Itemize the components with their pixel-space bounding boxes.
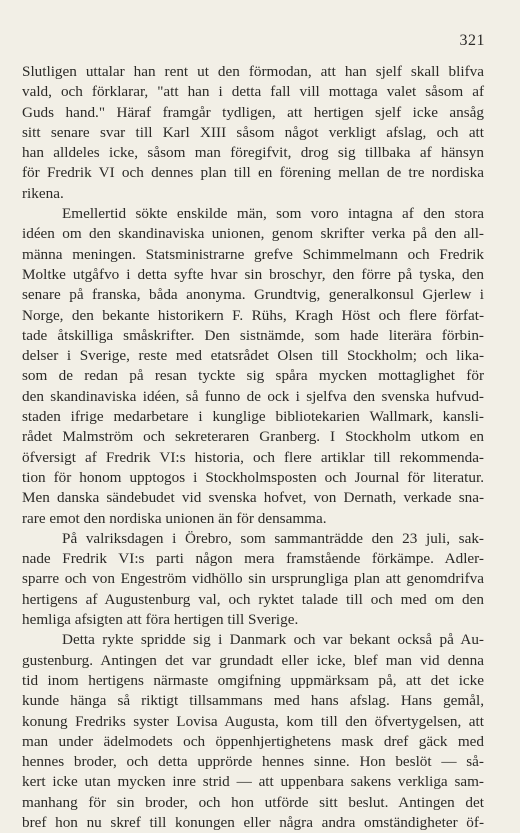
text-line: rikena. (22, 184, 64, 202)
page-number: 321 (459, 32, 485, 49)
text-line: Emellertid sökte enskilde män, som voro intagna af den stora (62, 205, 484, 223)
text-line: konung Fredriks syster Lovisa Augusta, kom till den öfvertygelsen, att (22, 712, 484, 730)
text-line: gustenburg. Antingen det var grundadt eller icke, blef man vid denna (22, 651, 484, 669)
text-line: Slutligen uttalar han rent ut den förmodan, att han sjelf skall blifva (22, 63, 484, 80)
text-line: senare på franska, båda anonyma. Grundtvig, generalkonsul Gjerlew i (22, 286, 484, 304)
text-line: nade Fredrik VI:s parti någon mera framstående förkämpe. Adler- (22, 550, 484, 568)
text-line: staden ifrige medarbetare i kunglige bibliotekarien Wallmark, kansli- (22, 408, 484, 426)
text-line: tade åtskilliga småskrifter. Den sistnämde, som hade literära förbin- (22, 326, 484, 344)
text-line: man under ädelmodets och öppenhjertighetens mask dref gäck med (22, 732, 484, 750)
text-line: männa meningen. Statsministrarne grefve Schimmelmann och Fredrik (22, 245, 484, 263)
text-line: kunde hänga så riktigt tillsammans med hans afslag. Hans gemål, (22, 692, 484, 710)
text-line: delser i Sverige, reste med etatsrådet Olsen till Stockholm; och lika- (22, 347, 484, 365)
text-line: Men danska sändebudet vid svenska hofvet, von Dernath, verkade sna- (22, 489, 484, 507)
text-line: Moltke utgåfvo i detta syfte hvar sin broschyr, den förre på tyska, den (22, 265, 484, 283)
text-line: han alldeles icke, såsom man föregifvit, drog sig tillbaka af hänsyn (22, 144, 484, 162)
text-line: sitt senare svar till Karl XIII såsom något verkligt afslag, och att (22, 123, 484, 141)
text-line: tid inom hertigens närmaste omgifning uppmärksam på, att det icke (22, 671, 484, 689)
text-line: öfversigt af Fredrik VI:s historia, och flere artiklar till rekommenda- (22, 448, 484, 466)
text-line: hennes broder, och detta upprörde hennes sinne. Hon beslöt — så- (22, 753, 484, 771)
body-text (22, 62, 484, 833)
text-line: för Fredrik VI och dennes plan till en förening mellan de tre nordiska (22, 164, 484, 182)
text-line: hertigens af Augustenburg val, och ryktet talade till och med om den (22, 590, 484, 608)
text-line: idéen om den skandinaviska unionen, genom skrifter verka på den all- (22, 225, 484, 243)
text-line: tion för honom upptogos i Stockholmsposten och Journal för literatur. (22, 468, 484, 486)
text-line: På valriksdagen i Örebro, som sammanträdde den 23 juli, sak- (62, 529, 484, 547)
text-line: som de redan på resan tyckte sig spåra mycken mottaglighet för (22, 367, 484, 385)
text-line: hemliga afsigten att föra hertigen till Sverige. (22, 611, 299, 629)
text-line: kert icke utan mycken inre strid — att uppenbara sakens verkliga sam- (22, 773, 484, 791)
text-line: Guds hand." Häraf framgår tydligen, att hertigen sjelf icke ansåg (22, 103, 484, 121)
text-line: den skandinaviska idéen, så funno de ock i sjelfva den svenska hufvud- (22, 387, 484, 405)
text-line: bref hon nu skref till konungen eller några andra omständigheter öf- (22, 813, 484, 831)
text-line: vald, och förklarar, "att han i detta fall vill mottaga valet såsom af (22, 83, 484, 101)
text-line: sparre och von Engeström vidhöllo sin ursprungliga plan att genomdrifva (22, 570, 484, 588)
text-line: rare emot den nordiska unionen än för densamma. (22, 509, 327, 527)
text-line: manhang för sin broder, och hon utförde sitt beslut. Antingen det (22, 793, 484, 811)
text-line: Detta rykte spridde sig i Danmark och var bekant också på Au- (62, 631, 484, 649)
text-line: rådet Malmström och sekreteraren Granberg. I Stockholm utkom en (22, 428, 484, 446)
text-line: Norge, den bekante historikern F. Rühs, Kragh Höst och flere förfat- (22, 306, 484, 324)
